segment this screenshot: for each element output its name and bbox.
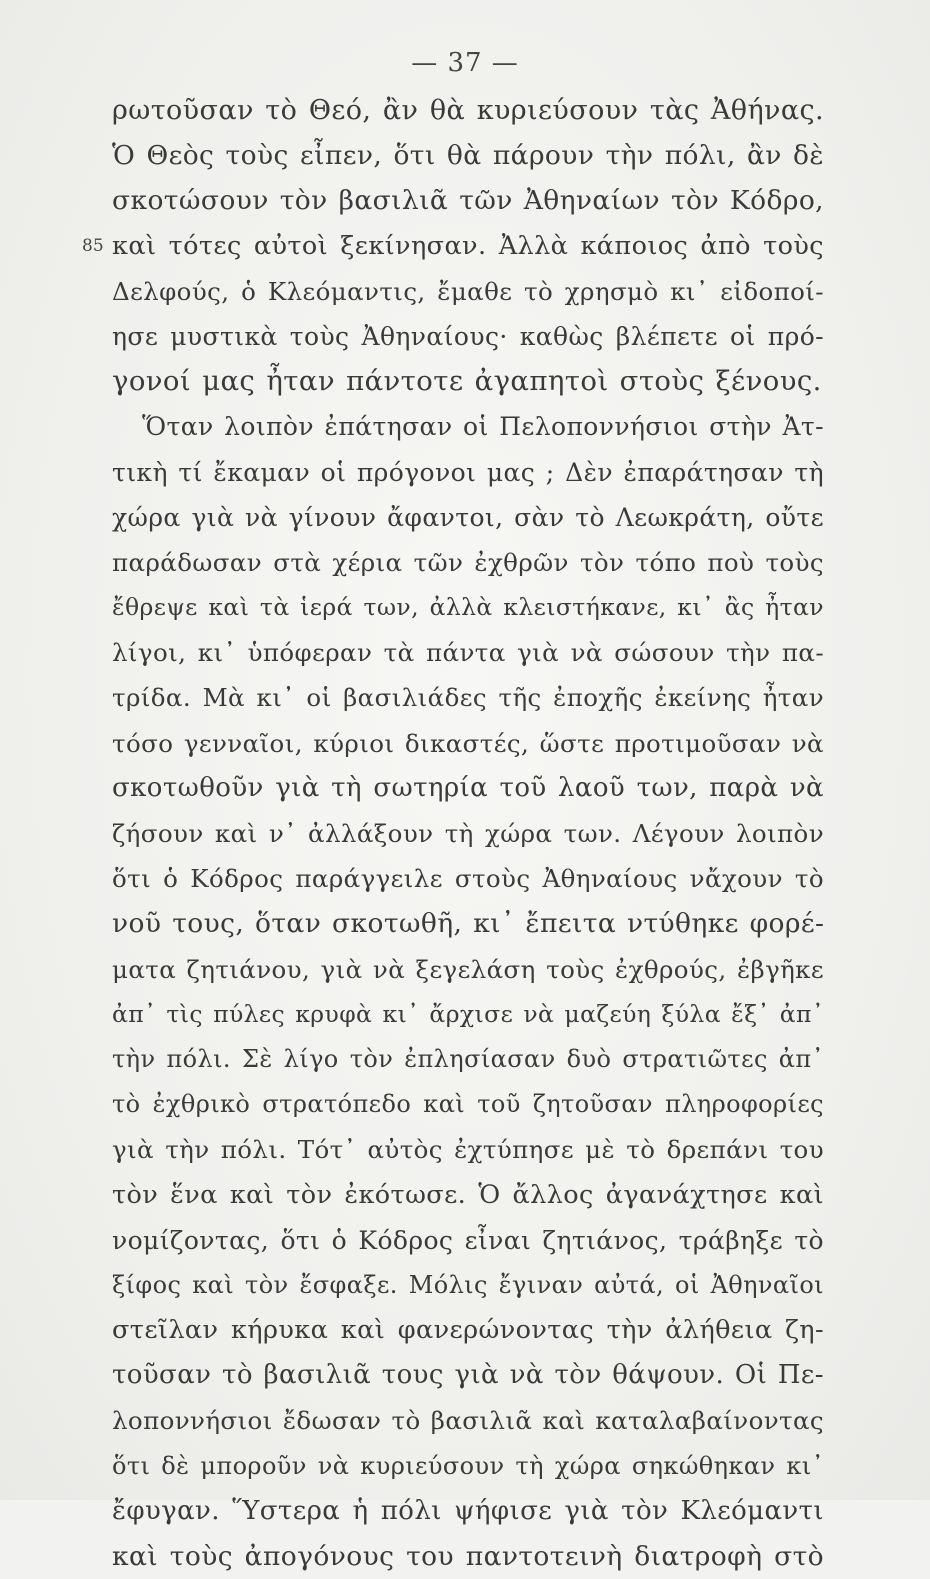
text-line: τοῦσαν τὸ βασιλιᾶ τους γιὰ νὰ τὸν θάψουν. Οἱ Πε-	[112, 1360, 824, 1391]
text-line: τὴν πόλι. Σὲ λίγο τὸν ἐπλησίασαν δυὸ στρατιῶτες ἀπ᾽	[112, 1044, 824, 1073]
page-number: — 37 —	[411, 48, 519, 78]
text-line: καὶ τοὺς ἀπογόνους του παντοτεινὴ διατροφὴ στὸ	[112, 1541, 824, 1572]
text-line: νοῦ τους, ὅταν σκοτωθῆ, κι᾽ ἔπειτα ντύθηκε φορέ-	[112, 908, 825, 940]
text-line: ζήσουν καὶ ν᾽ ἀλλάξουν τὴ χώρα των. Λέγουν λοιπὸν	[112, 819, 824, 848]
text-line: γιὰ τὴν πόλι. Τότ᾽ αὐτὸς ἐχτύπησε μὲ τὸ δρεπάνι του	[112, 1135, 824, 1165]
text-line: παράδωσαν στὰ χέρια τῶν ἐχθρῶν τὸν τόπο ποὺ τοὺς	[112, 547, 824, 577]
text-line: Ὅταν λοιπὸν ἐπάτησαν οἱ Πελοποννήσιοι στὴν Ἀτ-	[142, 412, 824, 442]
body-text	[82, 88, 825, 1579]
text-line: γονοί μας ἦταν πάντοτε ἀγαπητοὶ στοὺς ξένους.	[112, 365, 822, 398]
text-line-85	[82, 224, 824, 269]
text-line: τικὴ τί ἔκαμαν οἱ πρόγονοι μας ; Δὲν ἐπαράτησαν τὴ	[112, 457, 824, 487]
text-line: λοποννήσιοι ἔδωσαν τὸ βασιλιᾶ καὶ καταλαβαίνοντας	[112, 1406, 825, 1436]
text-line: λίγοι, κι᾽ ὑπόφεραν τὰ πάντα γιὰ νὰ σώσουν τὴν πα-	[112, 638, 824, 668]
text-line: τὸ ἐχθρικὸ στρατόπεδο καὶ τοῦ ζητοῦσαν πληροφορίες	[112, 1090, 824, 1119]
text-line: στεῖλαν κήρυκα καὶ φανερώνοντας τὴν ἀλήθεια ζη-	[112, 1315, 824, 1346]
text-line: ξίφος καὶ τὸν ἔσφαξε. Μόλις ἔγιναν αὐτά, οἱ Ἀθηναῖοι	[112, 1270, 824, 1299]
text-line: σκοτωθοῦν γιὰ τὴ σωτηρία τοῦ λαοῦ των, παρὰ νὰ	[112, 772, 824, 803]
text-line: Δελφούς, ὁ Κλεόμαντις, ἔμαθε τὸ χρησμὸ κι᾽ εἰδοποί-	[112, 276, 824, 306]
text-line: ησε μυστικὰ τοὺς Ἀθηναίους· καθὼς βλέπετε οἱ πρό-	[112, 321, 824, 351]
text-line: ἔθρεψε καὶ τὰ ἱερά των, ἀλλὰ κλειστήκανε, κι᾽ ἂς ἦταν	[112, 593, 824, 622]
text-line: τὸν ἕνα καὶ τὸν ἐκότωσε. Ὁ ἄλλος ἀγανάχτησε καὶ	[112, 1179, 824, 1210]
text-line: ὅτι ὁ Κόδρος παράγγειλε στοὺς Ἀθηναίους νἄχουν τὸ	[112, 864, 824, 894]
text-line-content: καὶ τότες αὐτοὶ ξεκίνησαν. Ἀλλὰ κάποιος ἀπὸ τοὺς	[112, 230, 824, 261]
text-line: Ὁ Θεὸς τοὺς εἶπεν, ὅτι θὰ πάρουν τὴν πόλι, ἂν δὲ	[112, 140, 824, 172]
text-line: ὅτι δὲ μποροῦν νὰ κυριεύσουν τὴ χώρα σηκώθηκαν κι᾽	[112, 1451, 824, 1480]
text-line: τόσο γενναῖοι, κύριοι δικαστές, ὥστε προτιμοῦσαν νὰ	[112, 728, 824, 758]
text-line: ματα ζητιάνου, γιὰ νὰ ξεγελάση τοὺς ἐχθρούς, ἐβγῆκε	[112, 954, 824, 984]
text-line: τρίδα. Μὰ κι᾽ οἱ βασιλιάδες τῆς ἐποχῆς ἐκείνης ἦταν	[112, 683, 824, 713]
text-line: νομίζοντας, ὅτι ὁ Κόδρος εἶναι ζητιάνος, τράβηξε τὸ	[112, 1225, 824, 1255]
text-line: χώρα γιὰ νὰ γίνουν ἄφαντοι, σὰν τὸ Λεωκράτη, οὔτε	[112, 502, 824, 532]
text-line: ἔφυγαν. Ὕστερα ἡ πόλι ψήφισε γιὰ τὸν Κλεόμαντι	[112, 1495, 824, 1526]
text-line: ἀπ᾽ τὶς πύλες κρυφὰ κι᾽ ἄρχισε νὰ μαζεύη ξύλα ἔξ᾽ ἀπ᾽	[112, 999, 824, 1028]
text-line: σκοτώσουν τὸν βασιλιᾶ τῶν Ἀθηναίων τὸν Κόδρο,	[112, 185, 824, 217]
text-line: ρωτοῦσαν τὸ Θεό, ἂν θὰ κυριεύσουν τὰς Ἀθήνας.	[112, 95, 824, 126]
line-number-marker: 85	[82, 235, 104, 256]
